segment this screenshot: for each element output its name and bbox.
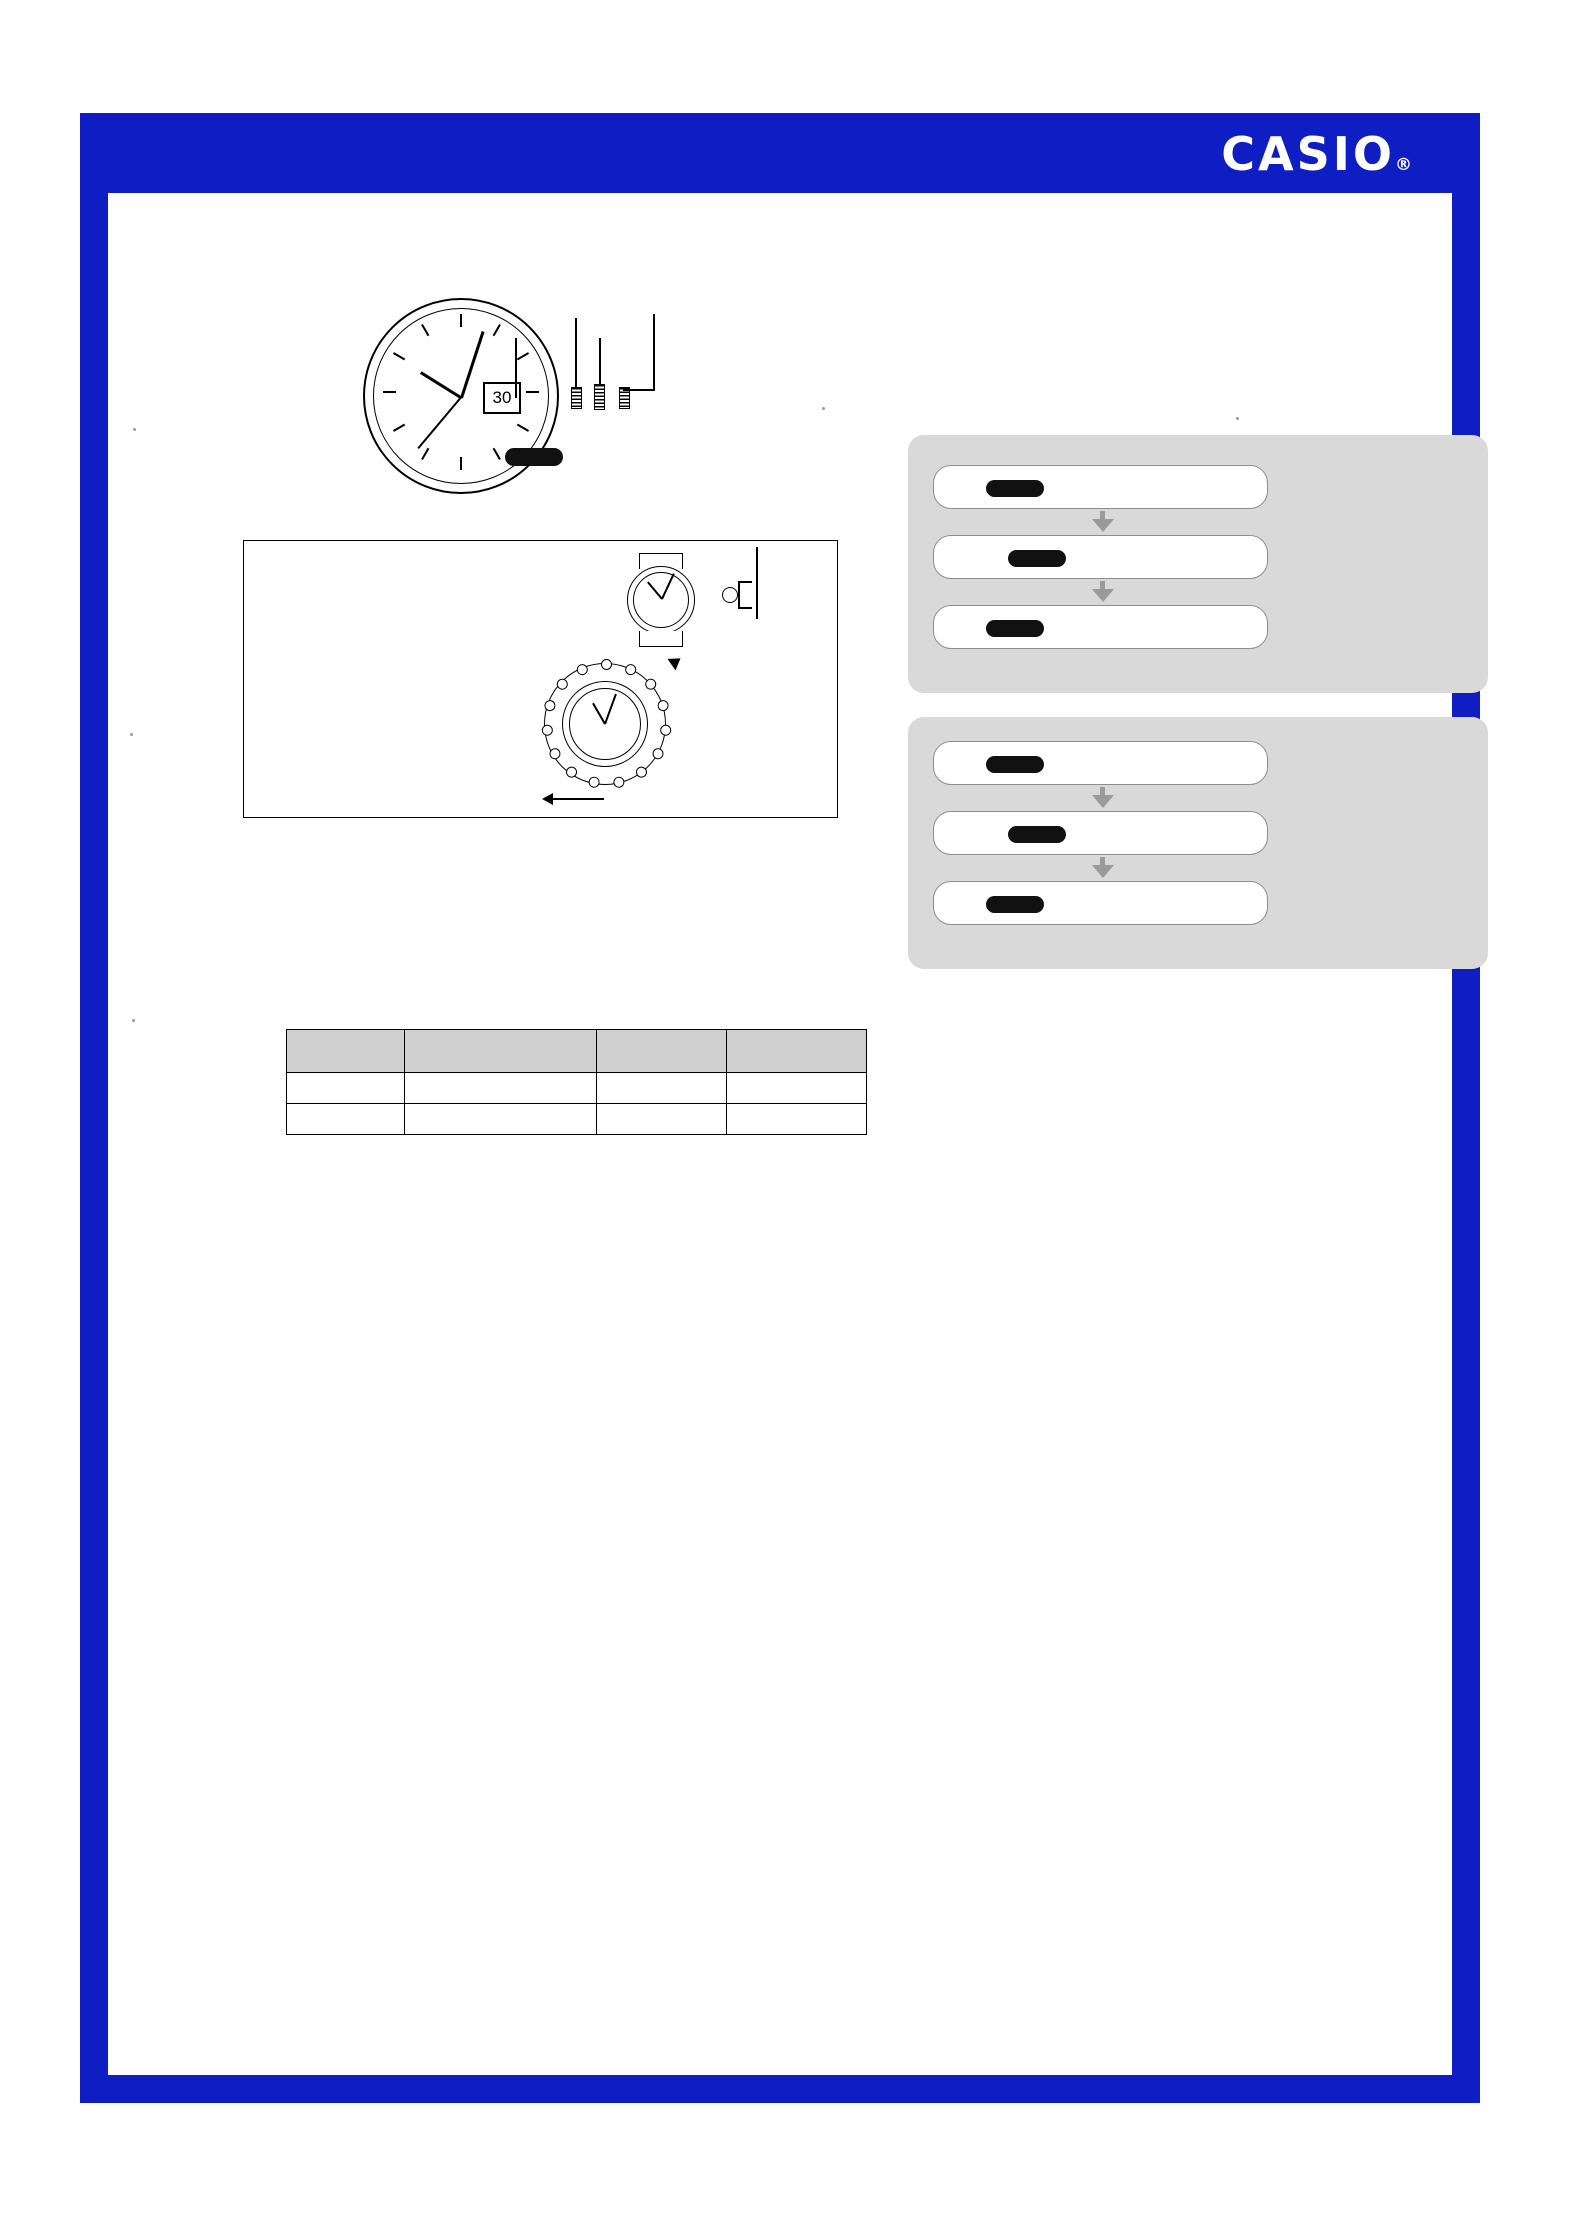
table-cell <box>727 1073 867 1104</box>
flow-arrow-down-icon <box>1092 865 1114 878</box>
casio-logo <box>1221 127 1412 181</box>
table-cell <box>405 1073 597 1104</box>
bezel-notch <box>612 776 625 789</box>
watch-case-inner <box>633 572 689 628</box>
hour-tick <box>383 391 396 393</box>
table-header-cell <box>405 1030 597 1073</box>
flow-step <box>933 881 1268 925</box>
flow-step <box>933 811 1268 855</box>
analog-watch-illustration <box>363 298 783 513</box>
flow-step <box>933 741 1268 785</box>
table-header-cell <box>287 1030 405 1073</box>
flow-arrow-down-icon <box>1092 519 1114 532</box>
table-header-row <box>287 1030 867 1073</box>
leader-line <box>599 338 601 385</box>
leader-line <box>575 318 577 388</box>
hour-tick <box>460 457 462 470</box>
table-cell <box>405 1104 597 1135</box>
hour-tick <box>460 314 462 327</box>
detail-illustration-box <box>243 540 838 818</box>
flow-arrow-down-icon <box>1092 795 1114 808</box>
table-row <box>287 1073 867 1104</box>
button-label-pill <box>986 896 1044 913</box>
pusher-button-upper <box>571 387 582 409</box>
rotation-arrow-icon <box>667 653 684 671</box>
leader-line <box>623 389 655 391</box>
mode-flow-panel-2 <box>908 717 1488 969</box>
table-cell <box>287 1104 405 1135</box>
table-cell <box>727 1104 867 1135</box>
button-label-pill <box>1008 550 1066 567</box>
table-cell <box>287 1073 405 1104</box>
crown <box>594 384 605 410</box>
casio-logo-text: CASIO <box>1221 127 1395 181</box>
flow-step <box>933 605 1268 649</box>
scan-speck <box>133 428 136 431</box>
flow-arrow-down-icon <box>1092 589 1114 602</box>
crown-detail-circle <box>722 587 738 603</box>
button-label-pill <box>986 480 1044 497</box>
button-label-pill <box>986 620 1044 637</box>
page-content <box>108 193 1452 2075</box>
registered-mark: ® <box>1395 155 1412 175</box>
table-row <box>287 1104 867 1135</box>
rotating-bezel-illustration <box>544 663 666 785</box>
watch-band-bottom <box>639 631 683 647</box>
button-label-pill <box>1008 826 1066 843</box>
date-window: 30 <box>483 382 521 414</box>
table-cell <box>597 1104 727 1135</box>
table-header-cell <box>727 1030 867 1073</box>
bezel-notch <box>587 776 600 789</box>
watch-side-view <box>619 553 705 645</box>
rotation-arrow-line <box>552 798 604 800</box>
leader-line <box>756 547 758 619</box>
flow-step <box>933 535 1268 579</box>
leader-line <box>515 338 517 398</box>
table-header-cell <box>597 1030 727 1073</box>
crown-detail-line <box>738 607 752 609</box>
mode-flow-panel-1 <box>908 435 1488 693</box>
label-pill <box>505 448 563 466</box>
scan-speck <box>1236 417 1239 420</box>
bezel-notch <box>601 659 612 670</box>
crown-detail-line <box>738 581 740 609</box>
hour-tick <box>526 391 539 393</box>
table-cell <box>597 1073 727 1104</box>
crown-detail-line <box>738 581 752 583</box>
scan-speck <box>130 733 133 736</box>
specification-table <box>286 1029 867 1135</box>
scan-speck <box>132 1019 135 1022</box>
page-border <box>80 113 1480 2103</box>
flow-step <box>933 465 1268 509</box>
button-label-pill <box>986 756 1044 773</box>
leader-line <box>653 314 655 390</box>
scan-speck <box>822 407 825 410</box>
